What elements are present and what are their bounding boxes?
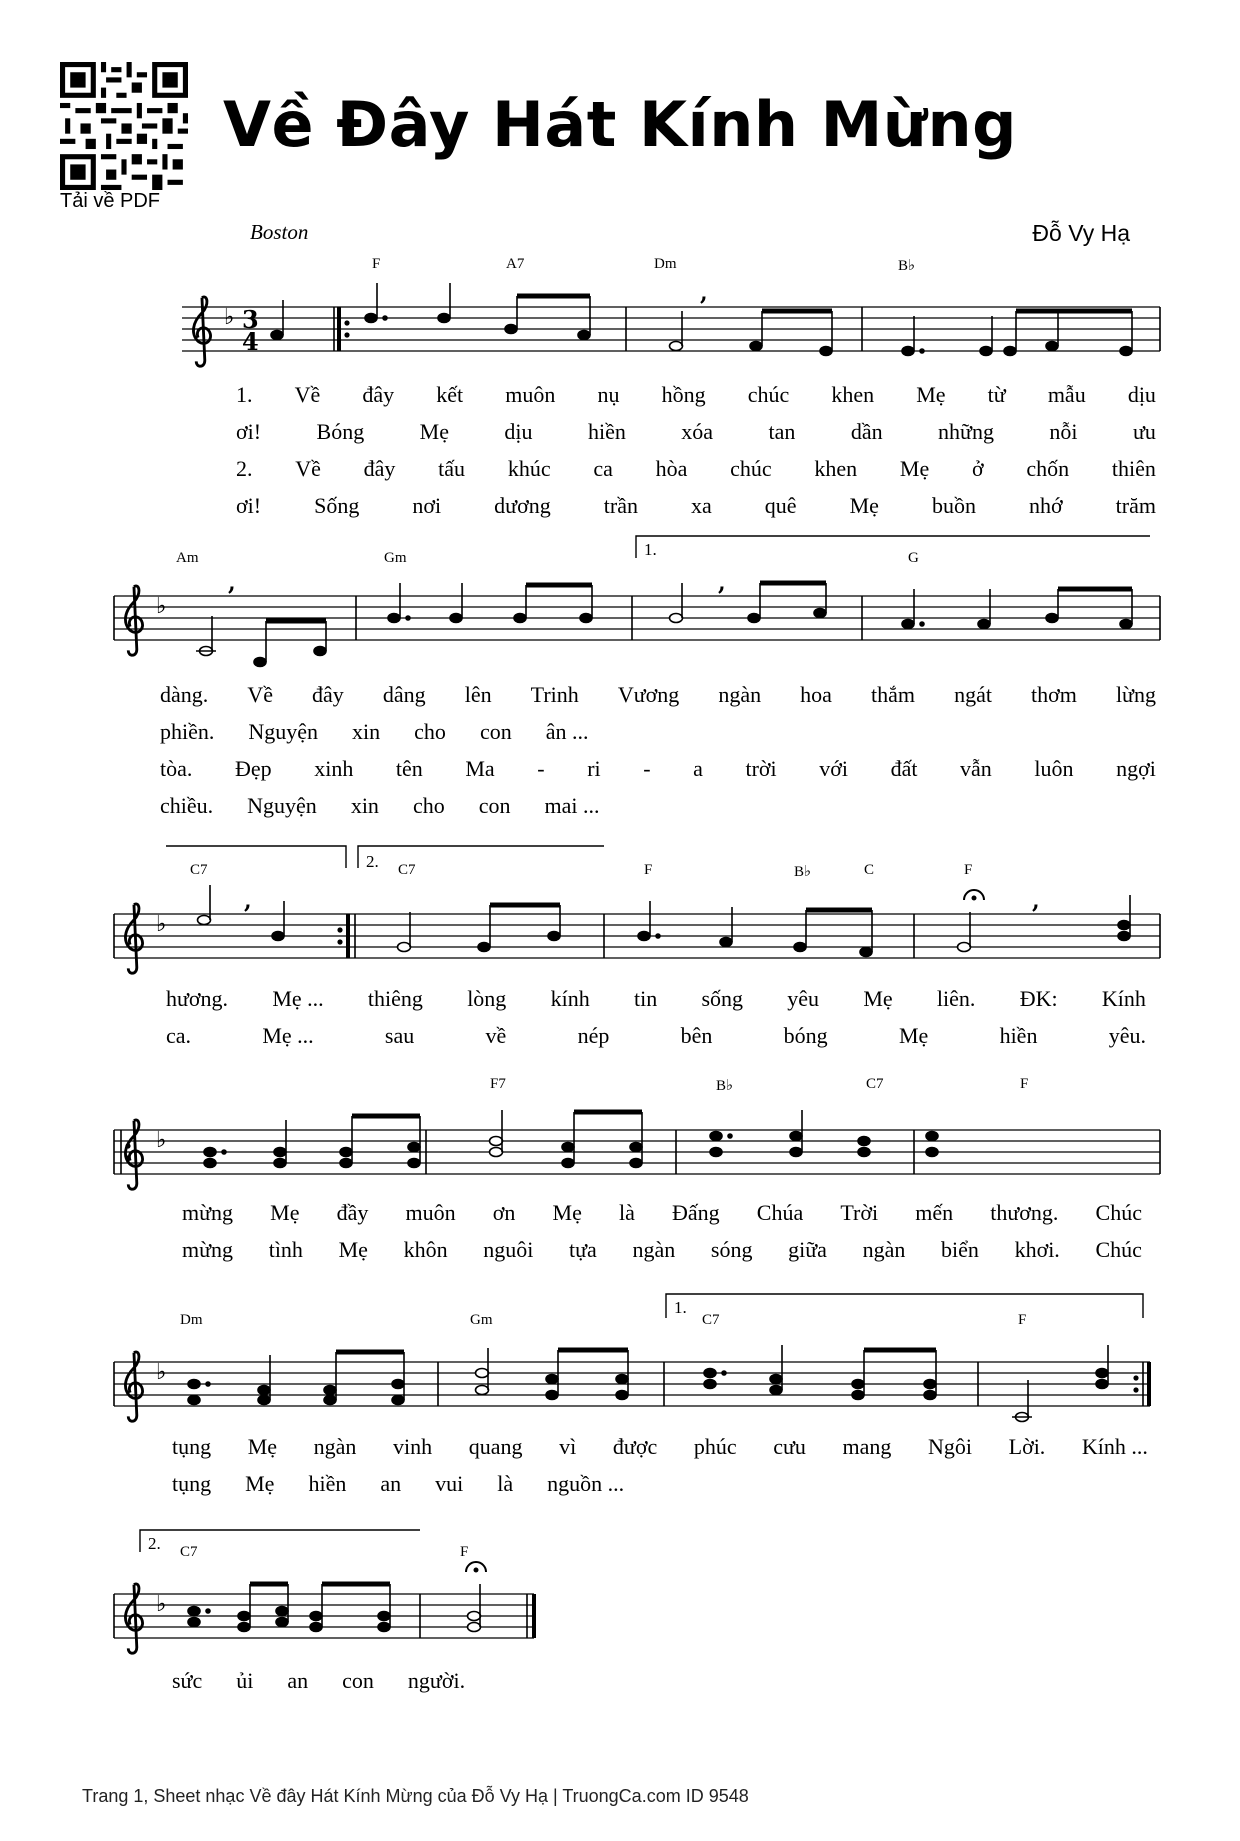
ending-2-label: 2. bbox=[148, 1534, 161, 1553]
lyric-word: Nguyện bbox=[247, 793, 317, 818]
lyric-word: là bbox=[618, 1200, 635, 1225]
lyric-word: Chúc bbox=[1095, 1237, 1142, 1262]
lyric-word: nép bbox=[577, 1023, 610, 1048]
lyric-word: tựa bbox=[569, 1237, 597, 1262]
lyric-word: mang bbox=[842, 1434, 892, 1459]
svg-text:♭: ♭ bbox=[156, 1128, 167, 1153]
lyric-word: Mẹ bbox=[419, 419, 449, 444]
lyric-word: Mẹ bbox=[899, 456, 930, 481]
lyric-word: yêu bbox=[787, 986, 820, 1011]
lyric-word: thắm bbox=[871, 682, 915, 707]
lyric-word: thiên bbox=[1111, 456, 1156, 481]
lyrics-system-6 bbox=[172, 1668, 512, 1705]
chord-symbol: C7 bbox=[702, 1312, 720, 1328]
lyric-word: đây bbox=[312, 682, 344, 707]
lyric-word: dịu bbox=[504, 419, 533, 444]
lyric-word: xin bbox=[350, 793, 379, 818]
lyric-word: hiền bbox=[999, 1023, 1038, 1048]
lyric-word: ngàn bbox=[862, 1237, 906, 1262]
lyric-word: trần bbox=[603, 493, 638, 518]
lyric-word: khơi. bbox=[1014, 1237, 1060, 1262]
lyric-word: sức bbox=[172, 1668, 203, 1693]
lyric-word: trăm bbox=[1115, 493, 1156, 518]
lyric-word: Mẹ bbox=[898, 1023, 929, 1048]
svg-text:,: , bbox=[718, 570, 726, 596]
staff-3 bbox=[114, 914, 1160, 958]
chord-symbol: B♭ bbox=[898, 258, 916, 274]
lyric-line bbox=[172, 1668, 512, 1705]
chord-symbol: F7 bbox=[490, 1076, 506, 1092]
ending-2-label: 2. bbox=[366, 852, 379, 871]
lyric-word: ơi! bbox=[236, 493, 262, 518]
lyric-word: quang bbox=[468, 1434, 523, 1459]
lyric-word: mai ... bbox=[544, 793, 600, 818]
lyric-word: sau bbox=[384, 1023, 415, 1048]
lyric-word: thương. bbox=[990, 1200, 1059, 1225]
lyric-word: vui bbox=[435, 1471, 464, 1496]
chord-symbol: C7 bbox=[866, 1076, 884, 1092]
lyric-line bbox=[160, 793, 1156, 830]
lyric-word: lên bbox=[464, 682, 492, 707]
lyric-line bbox=[236, 419, 1156, 456]
lyric-word: Về bbox=[247, 682, 273, 707]
lyric-word: tấu bbox=[438, 456, 466, 481]
svg-text:,: , bbox=[244, 888, 252, 914]
chord-symbol: G bbox=[908, 550, 919, 566]
svg-text:,: , bbox=[1032, 888, 1040, 914]
lyric-word: Ma bbox=[465, 756, 495, 781]
lyric-word: mừng bbox=[182, 1200, 234, 1225]
lyric-word: xóa bbox=[681, 419, 714, 444]
lyric-word: an bbox=[287, 1668, 309, 1693]
lyric-word: sóng bbox=[710, 1237, 753, 1262]
lyric-word: a bbox=[693, 756, 703, 781]
staff-2 bbox=[114, 596, 1160, 640]
lyric-word: phiền. bbox=[160, 719, 215, 744]
lyric-word: ngợi bbox=[1116, 756, 1156, 781]
svg-text:,: , bbox=[700, 280, 708, 306]
svg-text:,: , bbox=[228, 570, 236, 596]
lyric-word: khen bbox=[814, 456, 858, 481]
lyric-word: về bbox=[485, 1023, 507, 1048]
lyric-word: khôn bbox=[403, 1237, 448, 1262]
chord-symbol: B♭ bbox=[716, 1078, 734, 1094]
tempo-style: Boston bbox=[250, 220, 309, 244]
lyric-word: Lời. bbox=[1008, 1434, 1046, 1459]
chord-symbol: F bbox=[372, 256, 381, 272]
svg-text:♭: ♭ bbox=[156, 1592, 167, 1617]
lyric-word: dâng bbox=[382, 682, 426, 707]
lyric-word: Về bbox=[294, 382, 321, 407]
lyric-line bbox=[236, 456, 1156, 493]
lyric-word: ủi bbox=[236, 1668, 254, 1693]
lyrics-system-2 bbox=[160, 682, 1156, 830]
lyric-line bbox=[182, 1237, 1142, 1274]
lyric-word: Chúc bbox=[1095, 1200, 1142, 1225]
time-sig-top: 3 bbox=[242, 305, 259, 334]
svg-text:♭: ♭ bbox=[156, 594, 167, 619]
lyric-word: con bbox=[478, 793, 511, 818]
lyric-word: đất bbox=[890, 756, 918, 781]
lyric-word: giữa bbox=[788, 1237, 827, 1262]
lyric-word: người. bbox=[407, 1668, 466, 1693]
lyric-word: xinh bbox=[314, 756, 354, 781]
lyric-word: Mẹ bbox=[863, 986, 893, 1011]
ending-1-label: 1. bbox=[674, 1298, 687, 1317]
lyric-word: tụng bbox=[172, 1471, 212, 1496]
lyric-word: nguồn ... bbox=[547, 1471, 625, 1496]
lyric-word: tình bbox=[268, 1237, 303, 1262]
lyric-word: luôn bbox=[1034, 756, 1074, 781]
lyric-word: là bbox=[497, 1471, 514, 1496]
lyric-line bbox=[160, 756, 1156, 793]
lyric-word: muôn bbox=[505, 382, 556, 407]
lyric-line bbox=[166, 1023, 1146, 1060]
lyric-word: ca. bbox=[166, 1023, 192, 1048]
lyric-word: dàng. bbox=[160, 682, 209, 707]
chord-symbol: F bbox=[1020, 1076, 1029, 1092]
chord-symbol: F bbox=[964, 862, 973, 878]
lyric-word: cho bbox=[412, 793, 445, 818]
lyric-word: - bbox=[537, 756, 545, 781]
lyric-word: liên. bbox=[936, 986, 976, 1011]
chord-symbol: B♭ bbox=[794, 864, 812, 880]
lyric-word: hiền bbox=[587, 419, 626, 444]
lyric-word: vinh bbox=[393, 1434, 433, 1459]
ending-1-label: 1. bbox=[644, 540, 657, 559]
lyrics-system-4 bbox=[182, 1200, 1142, 1274]
svg-text:♭: ♭ bbox=[156, 1360, 167, 1385]
lyric-word: Đấng bbox=[672, 1200, 720, 1225]
lyric-word: ngàn bbox=[632, 1237, 676, 1262]
lyric-word: mến bbox=[915, 1200, 954, 1225]
lyric-word: xa bbox=[691, 493, 712, 518]
lyric-word: hoa bbox=[800, 682, 832, 707]
lyric-word: muôn bbox=[405, 1200, 456, 1225]
lyric-word: được bbox=[612, 1434, 658, 1459]
chord-symbol: F bbox=[644, 862, 653, 878]
lyric-word: bóng bbox=[783, 1023, 828, 1048]
lyric-word: dịu bbox=[1127, 382, 1156, 407]
lyric-word: quê bbox=[764, 493, 797, 518]
lyric-word: yêu. bbox=[1108, 1023, 1146, 1048]
lyric-word: ân ... bbox=[545, 719, 589, 744]
chord-symbol: C7 bbox=[180, 1544, 198, 1560]
lyric-line bbox=[160, 682, 1156, 719]
lyric-word: 2. bbox=[236, 456, 253, 481]
lyric-word: đây bbox=[363, 456, 396, 481]
lyric-word: dương bbox=[494, 493, 551, 518]
svg-text:♭: ♭ bbox=[156, 912, 167, 937]
svg-text:♭: ♭ bbox=[224, 305, 235, 330]
lyrics-system-3 bbox=[166, 986, 1146, 1060]
lyric-word: thơm bbox=[1031, 682, 1077, 707]
download-pdf-link[interactable]: Tải về PDF bbox=[60, 190, 161, 212]
lyric-word: xin bbox=[352, 719, 381, 744]
lyric-word: phúc bbox=[693, 1434, 737, 1459]
lyric-word: chiều. bbox=[160, 793, 214, 818]
lyric-word: mẫu bbox=[1047, 382, 1086, 407]
lyric-word: Ngôi bbox=[928, 1434, 973, 1459]
lyric-word: đầy bbox=[336, 1200, 369, 1225]
lyric-word: ca bbox=[593, 456, 613, 481]
lyric-word: Mẹ bbox=[247, 1434, 278, 1459]
lyric-word: Đẹp bbox=[234, 756, 272, 781]
lyric-line bbox=[172, 1471, 1148, 1508]
lyrics-system-5 bbox=[172, 1434, 1148, 1508]
lyric-word: tin bbox=[633, 986, 658, 1011]
lyric-word: tòa. bbox=[160, 756, 193, 781]
lyric-word: nỗi bbox=[1049, 419, 1078, 444]
lyric-word: ơn bbox=[492, 1200, 516, 1225]
lyric-word: Mẹ ... bbox=[272, 986, 324, 1011]
lyrics-system-1 bbox=[236, 382, 1156, 530]
chord-symbol: Dm bbox=[180, 1312, 203, 1328]
lyric-word: mừng bbox=[182, 1237, 234, 1262]
lyric-word: thiêng bbox=[367, 986, 423, 1011]
lyric-word: con bbox=[342, 1668, 374, 1693]
lyric-word: Trinh bbox=[530, 682, 579, 707]
lyric-word: - bbox=[643, 756, 651, 781]
lyric-word: ưu bbox=[1132, 419, 1156, 444]
lyric-word: tên bbox=[395, 756, 423, 781]
lyric-word: trời bbox=[745, 756, 777, 781]
lyric-word: Mẹ bbox=[270, 1200, 300, 1225]
lyric-word: nụ bbox=[597, 382, 620, 407]
lyric-word: ri bbox=[587, 756, 601, 781]
lyric-line bbox=[172, 1434, 1148, 1471]
lyric-word: vì bbox=[559, 1434, 577, 1459]
lyric-word: nơi bbox=[412, 493, 442, 518]
chord-symbol: C7 bbox=[398, 862, 416, 878]
lyric-word: hồng bbox=[661, 382, 706, 407]
lyric-word: chúc bbox=[730, 456, 772, 481]
lyric-word: Kính ... bbox=[1081, 1434, 1148, 1459]
lyric-word: với bbox=[819, 756, 848, 781]
lyric-word: hòa bbox=[655, 456, 688, 481]
lyric-word: Trời bbox=[840, 1200, 879, 1225]
lyric-word: Mẹ bbox=[245, 1471, 275, 1496]
lyric-word: Mẹ bbox=[849, 493, 879, 518]
lyric-word: dần bbox=[850, 419, 883, 444]
chord-symbol: C7 bbox=[190, 862, 208, 878]
lyric-word: chốn bbox=[1026, 456, 1070, 481]
lyric-word: Chúa bbox=[756, 1200, 804, 1225]
lyric-word: Bóng bbox=[316, 419, 365, 444]
lyric-word: ĐK: bbox=[1019, 986, 1058, 1011]
lyric-word: đây bbox=[362, 382, 395, 407]
lyric-word: buồn bbox=[931, 493, 976, 518]
lyric-line bbox=[182, 1200, 1142, 1237]
lyric-line bbox=[166, 986, 1146, 1023]
time-sig-bottom: 4 bbox=[242, 327, 259, 356]
lyric-word: kính bbox=[550, 986, 590, 1011]
lyric-word: hiền bbox=[308, 1471, 347, 1496]
lyric-word: tan bbox=[768, 419, 796, 444]
lyric-word: ngàn bbox=[718, 682, 762, 707]
lyric-word: lừng bbox=[1115, 682, 1156, 707]
lyric-word: từ bbox=[987, 382, 1006, 407]
chord-symbol: Am bbox=[176, 550, 199, 566]
lyric-word: khúc bbox=[507, 456, 551, 481]
lyric-word: Mẹ bbox=[338, 1237, 368, 1262]
lyric-word: lòng bbox=[467, 986, 507, 1011]
lyric-word: tụng bbox=[172, 1434, 212, 1459]
chord-symbol: A7 bbox=[506, 256, 525, 272]
lyric-word: nhớ bbox=[1028, 493, 1063, 518]
lyric-line bbox=[236, 493, 1156, 530]
lyric-word: 1. bbox=[236, 382, 253, 407]
lyric-word: những bbox=[938, 419, 994, 444]
lyric-word: Vương bbox=[617, 682, 680, 707]
lyric-word: Về bbox=[295, 456, 321, 481]
lyric-line bbox=[160, 719, 1156, 756]
lyric-word: khen bbox=[831, 382, 875, 407]
lyric-word: con bbox=[479, 719, 512, 744]
chord-symbol: Gm bbox=[384, 550, 407, 566]
lyric-word: Mẹ bbox=[916, 382, 946, 407]
lyric-word: sống bbox=[701, 986, 744, 1011]
lyric-word: Nguyện bbox=[248, 719, 319, 744]
chord-symbol: F bbox=[460, 1544, 469, 1560]
lyric-word: ngát bbox=[954, 682, 992, 707]
lyric-word: bên bbox=[680, 1023, 713, 1048]
lyric-word: cho bbox=[414, 719, 446, 744]
lyric-word: ở bbox=[972, 456, 984, 481]
composer: Đỗ Vy Hạ bbox=[1032, 220, 1130, 246]
chord-symbol: F bbox=[1018, 1312, 1027, 1328]
lyric-word: nguôi bbox=[483, 1237, 534, 1262]
chord-symbol: C bbox=[864, 862, 875, 878]
lyric-word: chúc bbox=[747, 382, 790, 407]
lyric-word: Sống bbox=[314, 493, 360, 518]
lyric-word: vẫn bbox=[960, 756, 992, 781]
lyric-word: Mẹ ... bbox=[262, 1023, 314, 1048]
page-footer: Trang 1, Sheet nhạc Về đây Hát Kính Mừng của Đỗ Vy Hạ | TruongCa.com ID 9548 bbox=[82, 1786, 749, 1806]
lyric-word: biển bbox=[941, 1237, 979, 1262]
lyric-word: Kính bbox=[1101, 986, 1146, 1011]
chord-symbol: Dm bbox=[654, 256, 677, 272]
lyric-word: ơi! bbox=[236, 419, 262, 444]
lyric-line bbox=[236, 382, 1156, 419]
page-title: Về Đây Hát Kính Mừng bbox=[223, 88, 1017, 161]
lyric-word: cưu bbox=[773, 1434, 806, 1459]
lyric-word: hương. bbox=[166, 986, 229, 1011]
lyric-word: ngàn bbox=[313, 1434, 357, 1459]
chord-symbol: Gm bbox=[470, 1312, 493, 1328]
lyric-word: an bbox=[380, 1471, 402, 1496]
lyric-word: kết bbox=[436, 382, 464, 407]
lyric-word: Mẹ bbox=[552, 1200, 582, 1225]
